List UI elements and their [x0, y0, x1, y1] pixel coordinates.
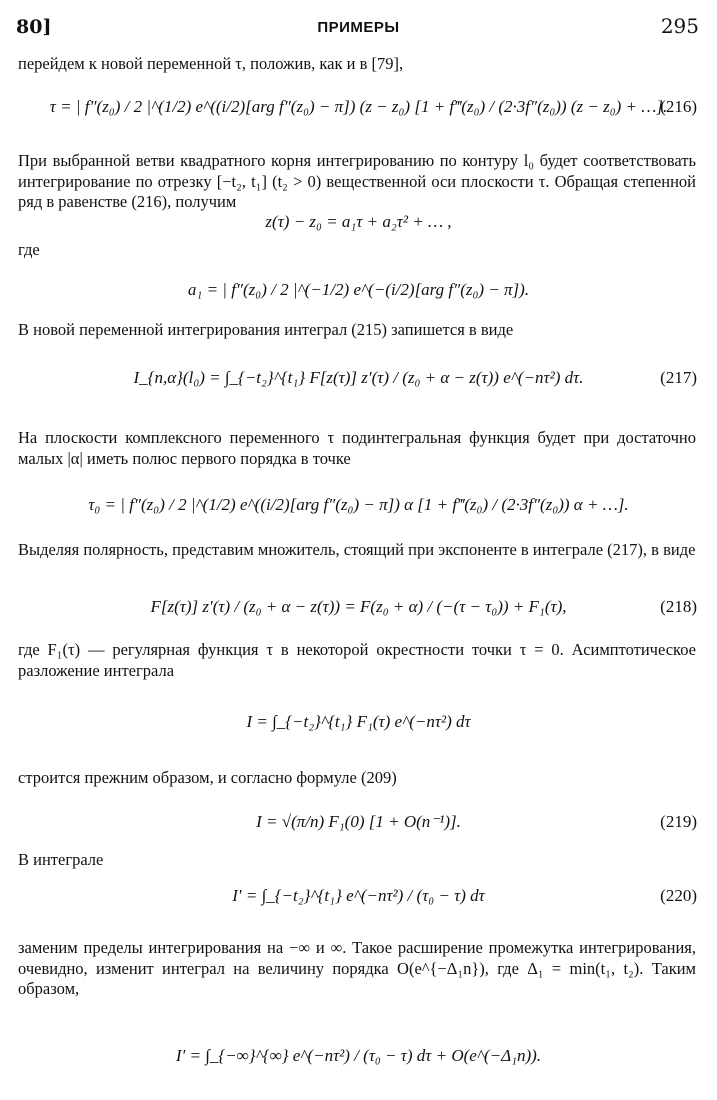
section-number: 80]	[16, 16, 52, 38]
equation-final	[0, 1046, 717, 1076]
equation-number: (217)	[660, 368, 697, 387]
paragraph-branch: При выбранной ветви квадратного корня интегрированию по контуру l₀ будет соответствовать интегрирование по отрезку [−t₂, t₁] (t₂ > 0) вещественной оси плоскости τ. Обращая степенной ряд в равенстве (216), получим	[18, 151, 696, 211]
equation-number: (219)	[660, 812, 697, 831]
equation-body: I = √(π/n) F₁(0) [1 + O(n⁻¹)].	[256, 812, 461, 831]
paragraph-limits: заменим пределы интегрирования на −∞ и ∞. Такое расширение промежутка интегрирования, очевидно, изменит интеграл на величину порядка O(e^{−Δ₁n}), где Δ₁ = min(t₁, t₂). Таким образом,	[18, 938, 696, 998]
equation-218	[0, 597, 717, 627]
equation-body: τ = | f″(z₀) / 2 |^(1/2) e^((i/2)[arg f″(z₀) − π]) (z − z₀) [1 + f‴(z₀) / (2·3f″(z₀)) (z − z₀) + …].	[49, 97, 668, 116]
paragraph-polarity: Выделяя полярность, представим множитель, стоящий при экспоненте в интеграле (217), в виде	[18, 540, 696, 559]
paragraph-pole: На плоскости комплексного переменного τ подинтегральная функция будет при достаточно малых |α| иметь полюс первого порядка в точке	[18, 428, 696, 468]
equation-tau0	[0, 495, 717, 525]
paragraph-new-variable: В новой переменной интегрирования интеграл (215) запишется в виде	[18, 320, 514, 339]
equation-body: a₁ = | f″(z₀) / 2 |^(−1/2) e^(−(i/2)[arg f″(z₀) − π]).	[187, 280, 530, 299]
equation-number: (220)	[660, 886, 697, 905]
equation-216	[0, 97, 717, 127]
equation-body: I = ∫_{−t₂}^{t₁} F₁(τ) e^(−nτ²) dτ	[246, 712, 471, 731]
page-number: 295	[660, 14, 699, 38]
running-title: ПРИМЕРЫ	[317, 19, 400, 36]
equation-a1	[0, 280, 717, 310]
paragraph-where: где	[18, 240, 40, 259]
paragraph-regular: где F₁(τ) — регулярная функция τ в некоторой окрестности точки τ = 0. Асимптотическое разложение интеграла	[18, 640, 696, 680]
equation-number: (218)	[660, 597, 697, 616]
equation-body: F[z(τ)] z′(τ) / (z₀ + α − z(τ)) = F(z₀ + α) / (−(τ − τ₀)) + F₁(τ),	[150, 597, 567, 616]
equation-217	[0, 368, 717, 398]
equation-body: I_{n,α}(l₀) = ∫_{−t₂}^{t₁} F[z(τ)] z′(τ) / (z₀ + α − z(τ)) e^(−nτ²) dτ.	[133, 368, 584, 387]
equation-body: I′ = ∫_{−t₂}^{t₁} e^(−nτ²) / (τ₀ − τ) dτ	[232, 886, 485, 905]
page-header	[0, 0, 717, 40]
equation-220	[0, 886, 717, 916]
equation-219	[0, 812, 717, 842]
equation-body: I′ = ∫_{−∞}^{∞} e^(−nτ²) / (τ₀ − τ) dτ + O(e^(−Δ₁n)).	[175, 1046, 542, 1065]
equation-series	[0, 212, 717, 242]
paragraph-formula-209: строится прежним образом, и согласно формуле (209)	[18, 768, 397, 787]
paragraph-in-integral: В интеграле	[18, 850, 104, 869]
paragraph-intro: перейдем к новой переменной τ, положив, как и в [79],	[18, 54, 404, 73]
equation-number: (216)	[660, 97, 697, 116]
equation-integral-I	[0, 712, 717, 742]
equation-body: τ₀ = | f″(z₀) / 2 |^(1/2) e^((i/2)[arg f″(z₀) − π]) α [1 + f‴(z₀) / (2·3f″(z₀)) α + …].	[88, 495, 629, 514]
equation-body: z(τ) − z₀ = a₁τ + a₂τ² + … ,	[265, 212, 452, 231]
